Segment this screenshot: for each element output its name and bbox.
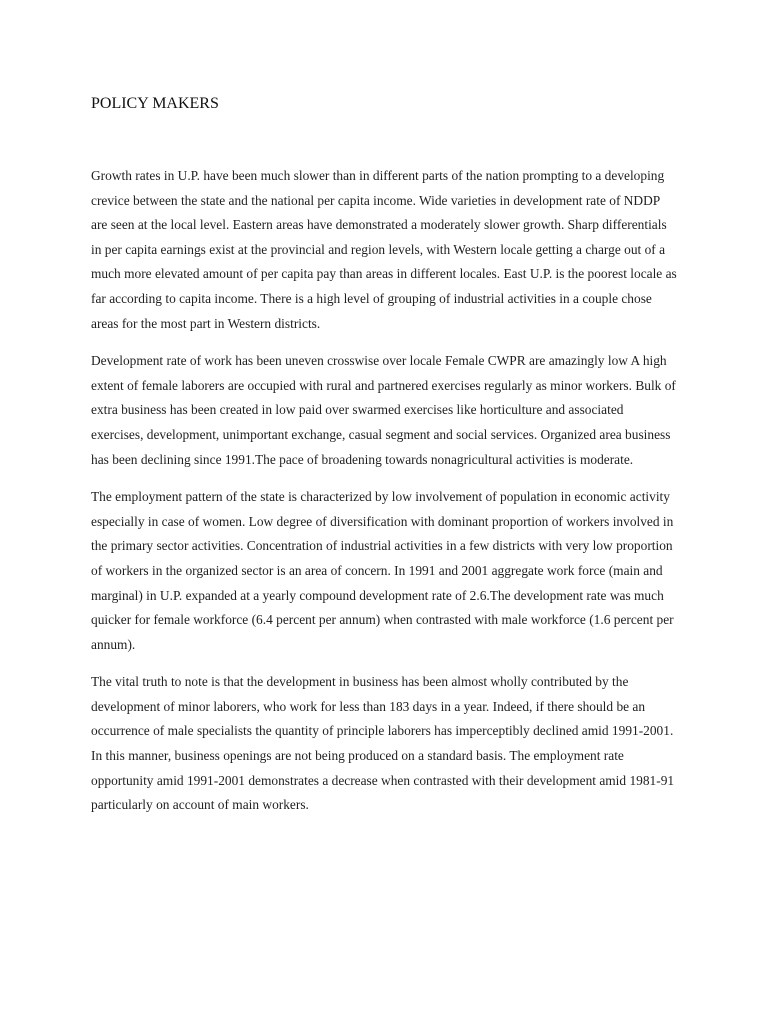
paragraph-4: The vital truth to note is that the development in business has been almost wholly contributed by the development of minor laborers, who work for less than 183 days in a year. Indeed, if there should be an occurrence of male specialists the quantity of principle laborers has imperceptibly declined amid 1991-2001. In this manner, business openings are not being produced on a standard basis. The employment rate opportunity amid 1991-2001 demonstrates a decrease when contrasted with their development amid 1981-91 particularly on account of main workers. — [91, 674, 675, 813]
document-title: POLICY MAKERS — [91, 95, 219, 112]
paragraph-3: The employment pattern of the state is characterized by low involvement of population in economic activity especially in case of women. Low degree of diversification with dominant proportion of workers involved in the primary sector activities. Concentration of industrial activities in a few districts with very low proportion of workers in the organized sector is an area of concern. In 1991 and 2001 aggregate work force (main and marginal) in U.P. expanded at a yearly compound development rate of 2.6.The development rate was much quicker for female workforce (6.4 percent per annum) when contrasted with male workforce (1.6 percent per annum). — [91, 489, 674, 652]
paragraph-1: Growth rates in U.P. have been much slower than in different parts of the nation prompting to a developing crevice between the state and the national per capita income. Wide varieties in development rate of NDDP are seen at the local level. Eastern areas have demonstrated a moderately slower growth. Sharp differentials in per capita earnings exist at the provincial and region levels, with Western locale getting a charge out of a much more elevated amount of per capita pay than areas in different locales. East U.P. is the poorest locale as far according to capita income. There is a high level of grouping of industrial activities in a couple chose areas for the most part in Western districts. — [91, 168, 677, 331]
document-body — [91, 164, 679, 818]
paragraph-2: Development rate of work has been uneven crosswise over locale Female CWPR are amazingly low A high extent of female laborers are occupied with rural and partnered exercises regularly as minor workers. Bulk of extra business has been created in low paid over swarmed exercises like horticulture and associated exercises, development, unimportant exchange, casual segment and social services. Organized area business has been declining since 1991.The pace of broadening towards nonagricultural activities is moderate. — [91, 353, 676, 467]
document-content — [91, 92, 679, 831]
